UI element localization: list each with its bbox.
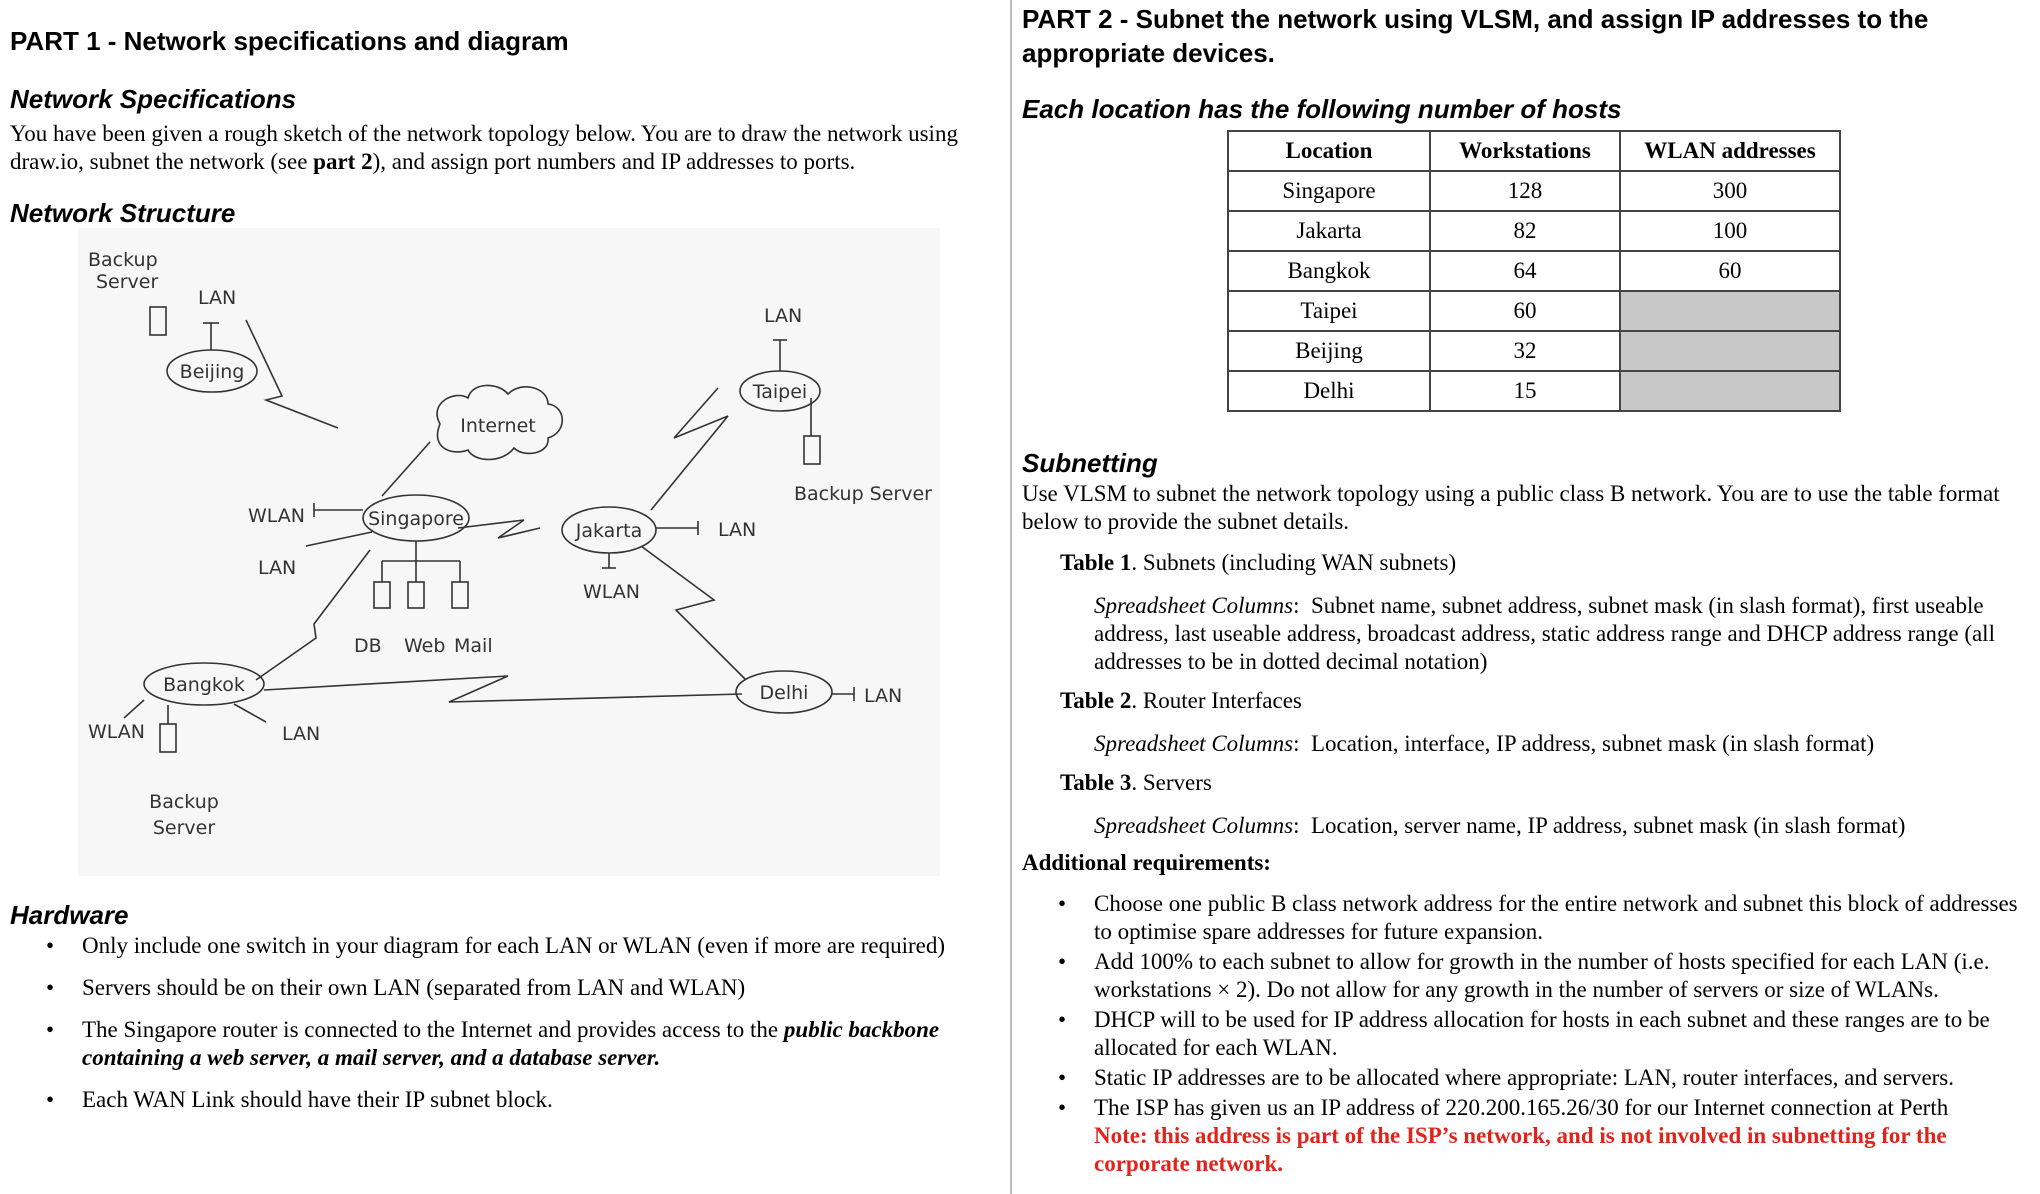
table1-label [1060, 550, 1456, 576]
cell-wlan-empty [1620, 331, 1840, 371]
label-bangkok-server: Server [152, 817, 216, 839]
label-bangkok-lan: LAN [282, 723, 321, 745]
list-item: • DHCP will to be used for IP address allocation for hosts in each subnet and these ranges are to be allocated for each WLAN. [1022, 1006, 2034, 1062]
cell-wlan: 300 [1620, 171, 1840, 211]
isp-requirement: The ISP has given us an IP address of 220.200.165.26/30 for our Internet connection at Perth [1094, 1095, 1949, 1120]
part1-title: PART 1 - Network specifications and diagram [10, 26, 569, 56]
internet-link [382, 442, 430, 496]
network-topology-sketch [78, 228, 940, 876]
subnetting-text: Use VLSM to subnet the network topology using a public class B network. You are to use the table format below to provide the subnet details. [1022, 481, 2000, 534]
cell-location: Bangkok [1228, 251, 1430, 291]
label-mail: Mail [454, 635, 493, 657]
hardware-list [10, 932, 1010, 1128]
table2-number: Table 2 [1060, 688, 1132, 713]
label-taipei-backup-server: Backup Server [794, 483, 932, 505]
table-row [1228, 251, 1840, 291]
network-specifications-heading: Network Specifications [10, 84, 297, 114]
wan-link-beijing-singapore [246, 320, 338, 428]
cell-workstations: 32 [1430, 331, 1620, 371]
cell-workstations: 82 [1430, 211, 1620, 251]
hosts-table [1227, 130, 1841, 412]
table3-columns-text: Location, server name, IP address, subnet mask (in slash format) [1311, 813, 1906, 838]
table2-title: . Router Interfaces [1131, 688, 1302, 713]
cell-wlan-empty [1620, 291, 1840, 331]
cell-location: Taipei [1228, 291, 1430, 331]
beijing-backup-server [150, 307, 166, 335]
taipei-backup-server [804, 436, 820, 464]
db-server [374, 582, 390, 608]
table-row [1228, 371, 1840, 411]
hw-item3-text: The Singapore router is connected to the Internet and provides access to the [82, 1017, 784, 1042]
network-structure-heading: Network Structure [10, 198, 236, 228]
label-delhi: Delhi [759, 682, 809, 704]
cell-location: Delhi [1228, 371, 1430, 411]
table1-columns-text: Subnet name, subnet address, subnet mask (in slash format), first useable address, last useable address, broadcast address, static address range and DHCP address range (all addresses to be in dotted decimal notation) [1094, 593, 1995, 674]
table-row [1228, 171, 1840, 211]
label-delhi-lan: LAN [864, 685, 903, 707]
cell-location: Beijing [1228, 331, 1430, 371]
cell-workstations: 60 [1430, 291, 1620, 331]
label-bangkok: Bangkok [163, 674, 245, 696]
label-beijing: Beijing [179, 361, 245, 383]
label-jakarta-lan: LAN [718, 519, 757, 541]
column-divider [1010, 0, 1012, 1194]
spec-text-b: ), and assign port numbers and IP addresses to ports. [372, 149, 856, 174]
cell-workstations: 15 [1430, 371, 1620, 411]
table2-columns-text: Location, interface, IP address, subnet mask (in slash format) [1311, 731, 1875, 756]
hosts-heading: Each location has the following number of hosts [1022, 94, 1622, 124]
label-jakarta: Jakarta [575, 520, 643, 542]
label-db: DB [354, 635, 382, 657]
bangkok-lan-link [234, 704, 266, 722]
label-bangkok-wlan: WLAN [88, 721, 146, 743]
label-beijing-backup: Backup [88, 249, 158, 271]
singapore-lan-link [306, 532, 372, 546]
wan-link-singapore-jakarta [458, 520, 540, 538]
list-item: • Only include one switch in your diagram for each LAN or WLAN (even if more are required) [10, 932, 1010, 960]
cell-location: Jakarta [1228, 211, 1430, 251]
spreadsheet-label: Spreadsheet Columns [1094, 813, 1294, 838]
list-item: • Static IP addresses are to be allocated where appropriate: LAN, router interfaces, and servers. [1022, 1064, 2034, 1092]
list-item: • Choose one public B class network address for the entire network and subnet this block of addresses to optimise spare addresses for future expansion. [1022, 890, 2034, 946]
spreadsheet-label: Spreadsheet Columns [1094, 731, 1294, 756]
table3-title: . Servers [1131, 770, 1212, 795]
header-workstations: Workstations [1430, 131, 1620, 171]
label-bangkok-backup: Backup [149, 791, 219, 813]
web-server [408, 582, 424, 608]
additional-requirements-heading: Additional requirements: [1022, 850, 1271, 875]
table1-number: Table 1 [1060, 550, 1132, 575]
table-header-row [1228, 131, 1840, 171]
label-internet: Internet [460, 415, 536, 437]
list-item: • Add 100% to each subnet to allow for growth in the number of hosts specified for each LAN (i.e. workstations × 2). Do not allow for any growth in the number of servers or size of WLANs. [1022, 948, 2034, 1004]
part2-title: PART 2 - Subnet the network using VLSM, and assign IP addresses to the appropriate devices. [1022, 4, 1929, 68]
spreadsheet-label: Spreadsheet Columns [1094, 593, 1294, 618]
wan-link-bangkok-delhi [264, 676, 742, 702]
cell-workstations: 64 [1430, 251, 1620, 291]
cell-workstations: 128 [1430, 171, 1620, 211]
list-item [1022, 1094, 2034, 1178]
cell-wlan-empty [1620, 371, 1840, 411]
table-row [1228, 211, 1840, 251]
cell-wlan: 60 [1620, 251, 1840, 291]
list-item: • Each WAN Link should have their IP subnet block. [10, 1086, 1010, 1114]
subnetting-heading: Subnetting [1022, 448, 1158, 478]
bangkok-wlan-link [124, 700, 144, 718]
cell-location: Singapore [1228, 171, 1430, 211]
table3-columns: Spreadsheet Columns: Location, server name, IP address, subnet mask (in slash format) [1094, 813, 1906, 838]
table-row [1228, 331, 1840, 371]
list-item [10, 1016, 1010, 1072]
label-jakarta-wlan: WLAN [583, 581, 641, 603]
label-web: Web [404, 635, 446, 657]
table2-columns: Spreadsheet Columns: Location, interface, IP address, subnet mask (in slash format) [1094, 731, 1875, 756]
header-wlan: WLAN addresses [1620, 131, 1840, 171]
mail-server [452, 582, 468, 608]
table2-label [1060, 688, 1302, 714]
table1-columns: Spreadsheet Columns: Subnet name, subnet address, subnet mask (in slash format), first useable address, last useable address, broadcast address, static address range and DHCP address range (all addresses to be in dotted decimal notation) [1094, 593, 1995, 674]
network-specifications-text [10, 120, 980, 176]
table3-label [1060, 770, 1212, 796]
cell-wlan: 100 [1620, 211, 1840, 251]
wan-link-jakarta-delhi [641, 546, 746, 680]
label-taipei: Taipei [752, 381, 808, 403]
isp-note: Note: this address is part of the ISP’s network, and is not involved in subnetting for the corporate network. [1094, 1123, 1947, 1176]
bangkok-backup-server [160, 724, 176, 752]
label-taipei-lan: LAN [764, 305, 803, 327]
spec-text-bold: part 2 [313, 149, 373, 174]
label-singapore: Singapore [368, 508, 464, 530]
list-item: • Servers should be on their own LAN (separated from LAN and WLAN) [10, 974, 1010, 1002]
hw-item3-bold: public backbone containing a web server, a mail server, and a database server. [82, 1017, 940, 1070]
label-beijing-lan: LAN [198, 287, 237, 309]
wan-link-jakarta-taipei [651, 388, 728, 510]
label-beijing-server: Server [96, 271, 159, 293]
label-singapore-wlan: WLAN [248, 505, 306, 527]
table3-number: Table 3 [1060, 770, 1132, 795]
label-singapore-lan: LAN [258, 557, 297, 579]
table-row [1228, 291, 1840, 331]
header-location: Location [1228, 131, 1430, 171]
requirements-list [1022, 890, 2034, 1180]
spec-text-a: You have been given a rough sketch of the network topology below. You are to draw the network using draw.io, subnet the network (see [10, 121, 958, 174]
table1-title: . Subnets (including WAN subnets) [1131, 550, 1457, 575]
hardware-heading: Hardware [10, 900, 129, 930]
